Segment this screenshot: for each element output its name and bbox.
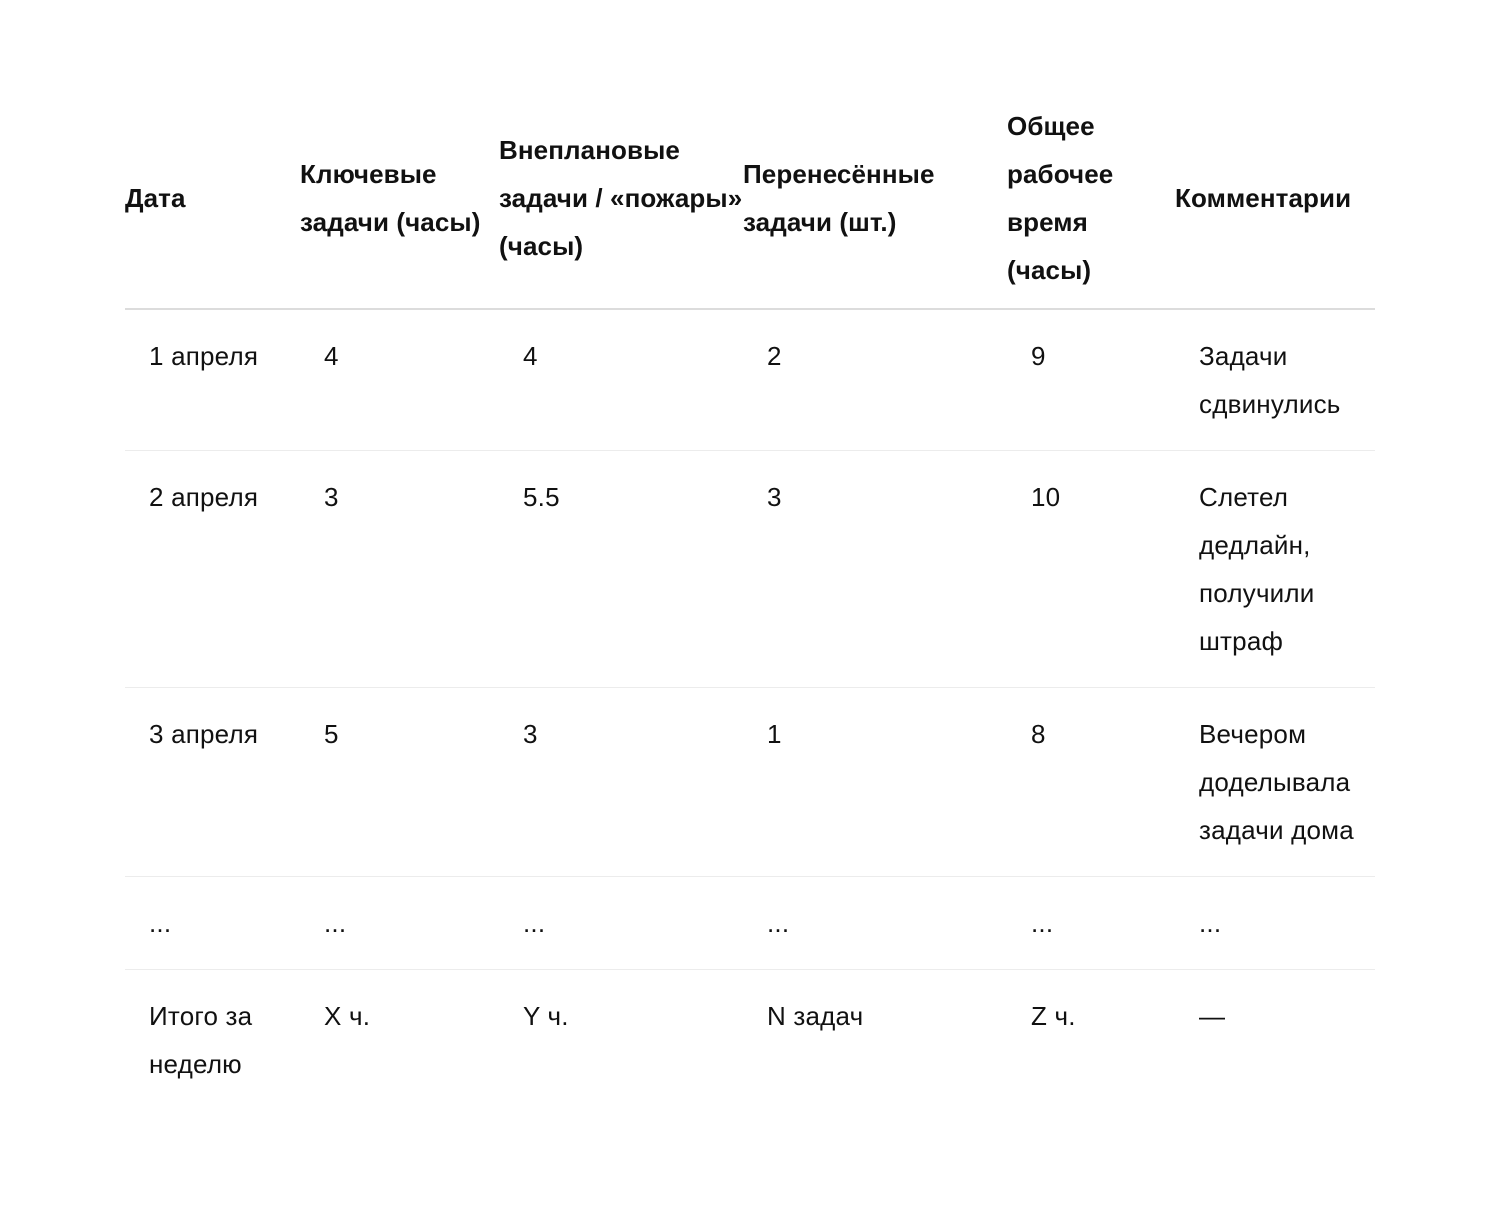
cell-total-time: 9 <box>1007 309 1175 451</box>
header-key-tasks: Ключевые задачи (часы) <box>300 100 499 309</box>
cell-comment: Вечером доделывала задачи дома <box>1175 688 1375 877</box>
table-row <box>125 688 1375 877</box>
header-postponed-tasks: Перенесённые задачи (шт.) <box>743 100 1007 309</box>
cell-total-time: 10 <box>1007 451 1175 688</box>
cell-total-time: ... <box>1007 877 1175 970</box>
header-date: Дата <box>125 100 300 309</box>
cell-unplanned-tasks: 4 <box>499 309 743 451</box>
cell-comment: ... <box>1175 877 1375 970</box>
cell-postponed-tasks: 2 <box>743 309 1007 451</box>
header-comments: Комментарии <box>1175 100 1375 309</box>
cell-postponed-tasks: 3 <box>743 451 1007 688</box>
cell-date: 1 апреля <box>125 309 300 451</box>
totals-row <box>125 970 1375 1111</box>
header-row <box>125 100 1375 309</box>
cell-key-tasks: 3 <box>300 451 499 688</box>
table-body <box>125 309 1375 1110</box>
cell-date: ... <box>125 877 300 970</box>
cell-date: 3 апреля <box>125 688 300 877</box>
cell-key-tasks: 4 <box>300 309 499 451</box>
cell-comment: — <box>1199 1001 1226 1031</box>
cell-unplanned-tasks: 3 <box>499 688 743 877</box>
cell-date: 2 апреля <box>125 451 300 688</box>
cell-unplanned-tasks: ... <box>499 877 743 970</box>
weekly-time-table <box>125 100 1375 1110</box>
weekly-time-table-container <box>125 100 1375 1110</box>
cell-total-time: Z ч. <box>1031 1001 1076 1031</box>
cell-key-tasks: ... <box>300 877 499 970</box>
cell-unplanned-tasks: 5.5 <box>499 451 743 688</box>
cell-postponed-tasks: ... <box>743 877 1007 970</box>
header-unplanned-tasks: Внеплановые задачи / «пожары» (часы) <box>499 100 743 309</box>
table-row <box>125 451 1375 688</box>
cell-postponed-tasks: 1 <box>743 688 1007 877</box>
cell-comment: Задачи сдвинулись <box>1175 309 1375 451</box>
cell-key-tasks: X ч. <box>324 1001 371 1031</box>
cell-key-tasks: 5 <box>300 688 499 877</box>
cell-date: Итого за неделю <box>149 1001 253 1079</box>
cell-unplanned-tasks: Y ч. <box>523 1001 569 1031</box>
table-row <box>125 309 1375 451</box>
table-header <box>125 100 1375 309</box>
cell-comment: Слетел дедлайн, получили штраф <box>1175 451 1375 688</box>
table-row <box>125 877 1375 970</box>
header-total-time: Общее рабочее время (часы) <box>1007 100 1175 309</box>
cell-total-time: 8 <box>1007 688 1175 877</box>
cell-postponed-tasks: N задач <box>767 1001 864 1031</box>
